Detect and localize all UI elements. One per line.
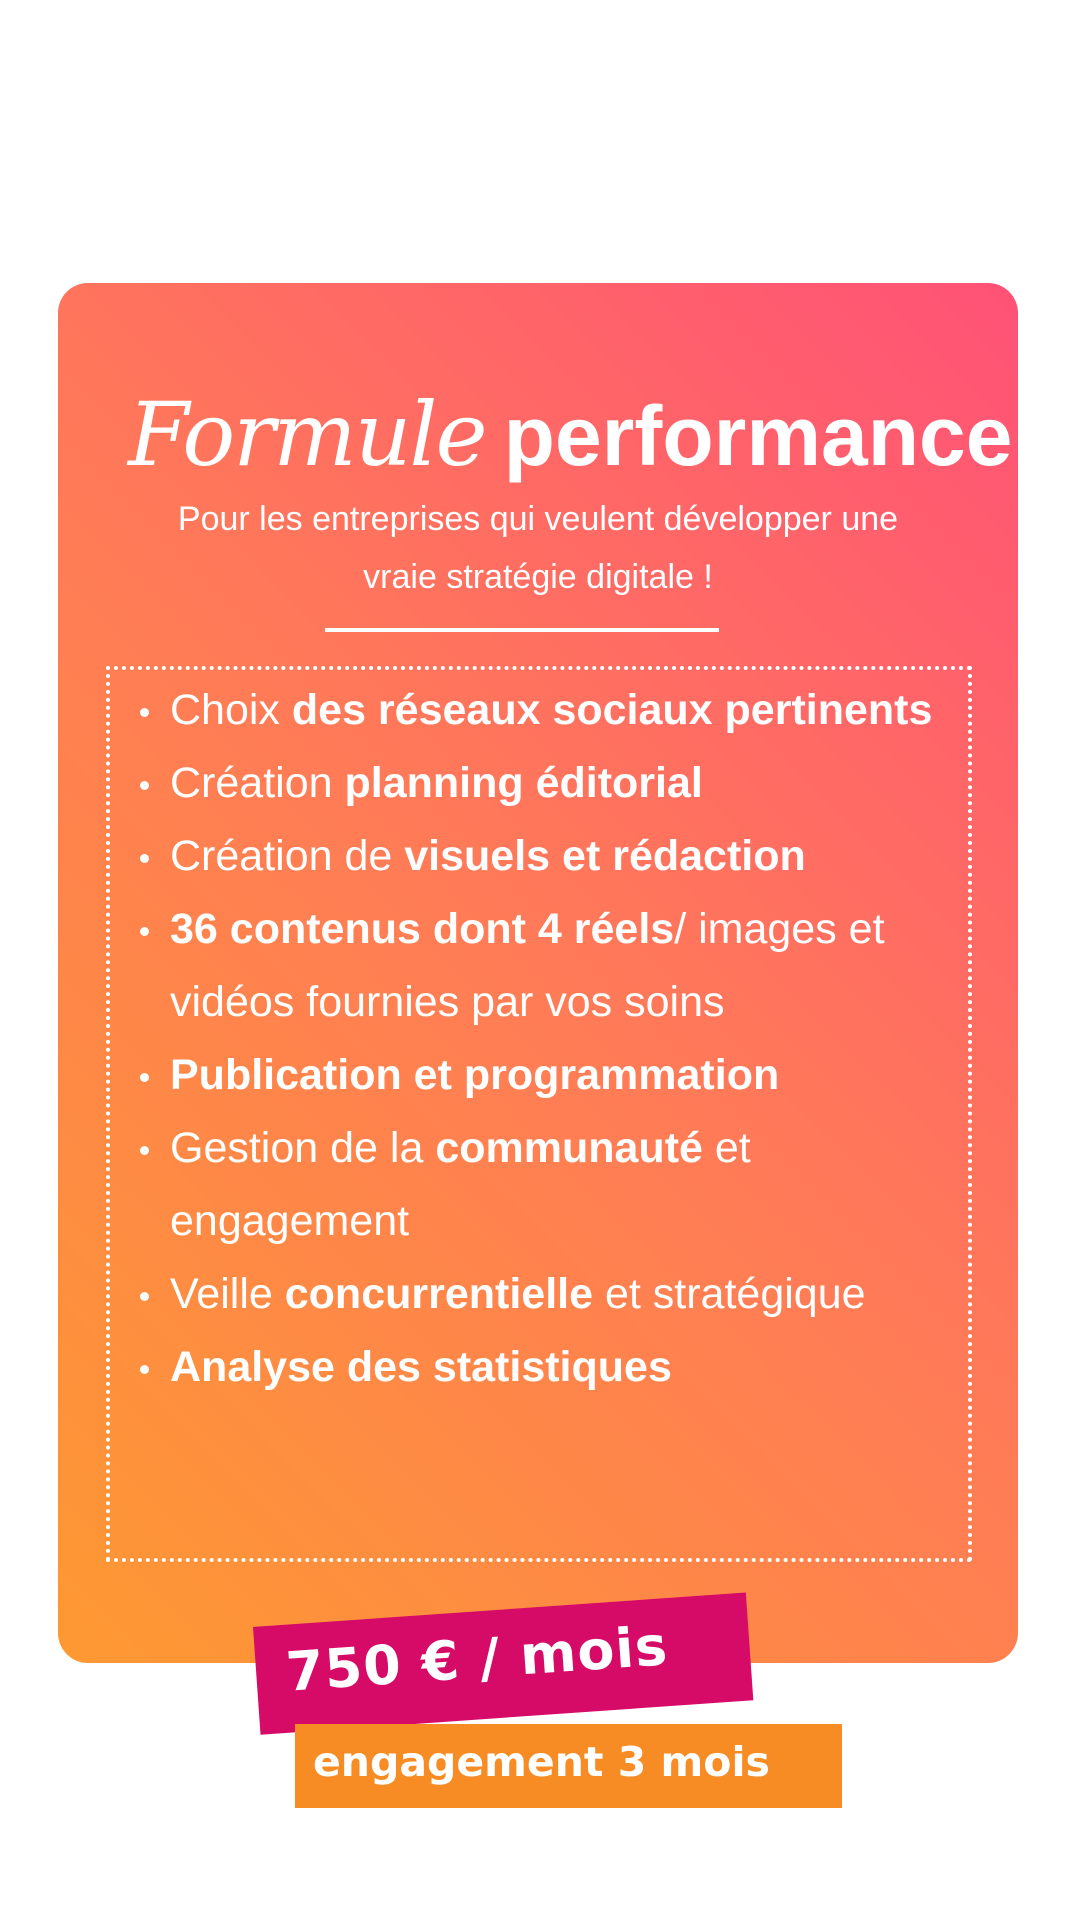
feature-text: Choix — [170, 686, 292, 734]
feature-text: Veille — [170, 1270, 285, 1318]
feature-highlight: Publication et programmation — [170, 1051, 780, 1099]
title-divider — [325, 628, 719, 632]
title-bold-word: performance — [503, 389, 1013, 483]
feature-box — [106, 666, 972, 1562]
feature-highlight: 36 contenus dont 4 réels — [170, 905, 675, 953]
feature-text: Création — [170, 759, 345, 807]
feature-highlight: communauté — [435, 1124, 703, 1172]
feature-text: Création de — [170, 832, 405, 880]
feature-highlight: concurrentielle — [284, 1270, 594, 1318]
offer-card — [58, 283, 1018, 1663]
feature-list — [110, 674, 976, 1404]
feature-text: Gestion de la — [170, 1124, 436, 1172]
feature-text: / images et vidéos fournies par vos soins — [170, 905, 885, 1026]
engagement-label: engagement 3 mois — [313, 1738, 770, 1786]
feature-item-analyse — [110, 1331, 976, 1404]
engagement-badge — [295, 1724, 842, 1808]
offer-title — [128, 383, 1013, 486]
feature-item-publication — [110, 1039, 976, 1112]
price-label: 750 € / mois — [284, 1614, 670, 1704]
feature-item-contenus — [110, 893, 976, 1039]
subtitle-line-1: Pour les entreprises qui veulent développer une — [177, 500, 899, 538]
feature-item-visuels — [110, 820, 976, 893]
feature-item-veille — [110, 1258, 976, 1331]
feature-text: et engagement — [170, 1124, 751, 1245]
feature-highlight: des réseaux sociaux pertinents — [291, 686, 933, 734]
feature-item-planning — [110, 747, 976, 820]
feature-item-communaute — [110, 1112, 976, 1258]
feature-highlight: planning éditorial — [344, 759, 703, 807]
feature-text: et stratégique — [593, 1270, 866, 1318]
feature-highlight: Analyse des statistiques — [170, 1343, 672, 1391]
feature-item-reseaux — [110, 674, 976, 747]
feature-highlight: visuels et rédaction — [404, 832, 806, 880]
offer-subtitle — [98, 490, 978, 606]
title-script-word: Formule — [128, 383, 486, 486]
subtitle-line-2: vraie stratégie digitale ! — [363, 558, 713, 596]
